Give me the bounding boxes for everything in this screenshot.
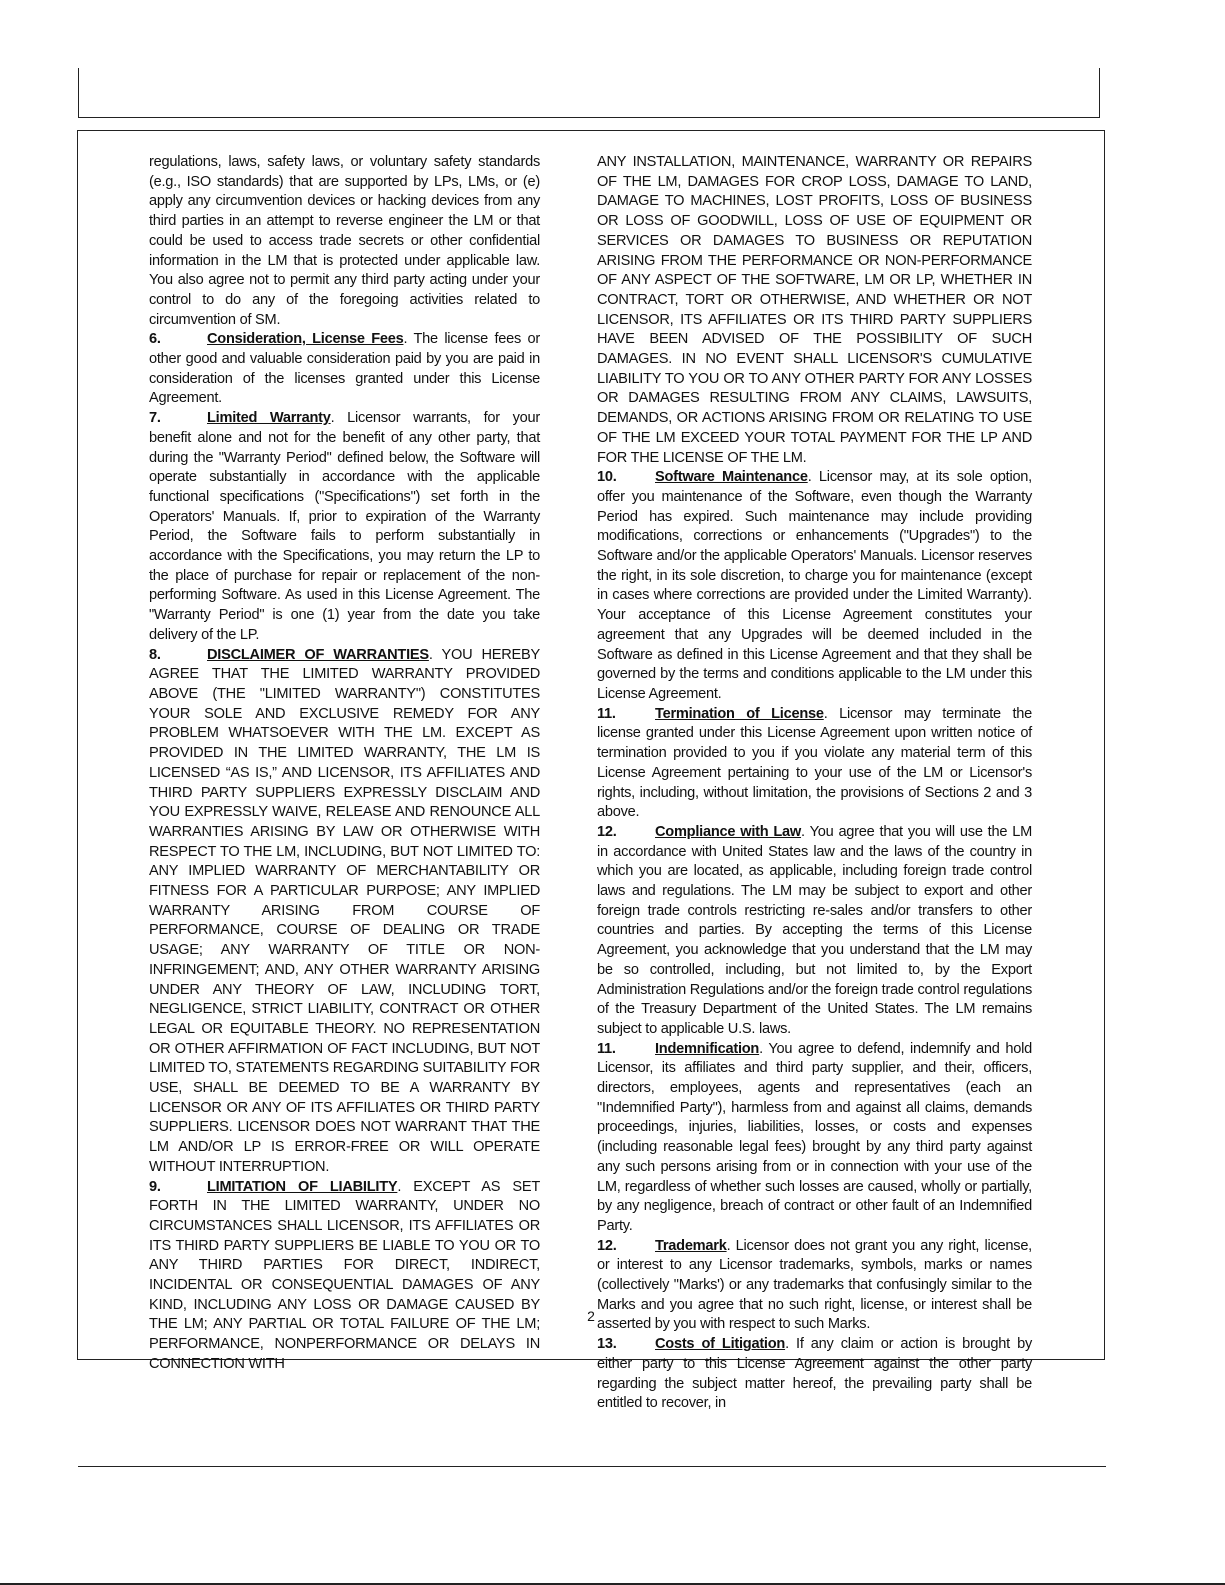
section-number: 12. xyxy=(597,1237,617,1254)
section-11-termination xyxy=(597,705,1032,823)
section-number: 11. xyxy=(597,1040,616,1057)
section-text: . If any claim or action is brought by either party to this License Agreement against the other party regarding the subject matter hereof, the prevailing party shall be entitled to recover, in xyxy=(597,1336,1032,1412)
section-title: Compliance with Law xyxy=(655,823,802,840)
section-title: DISCLAIMER OF WARRANTIES xyxy=(207,646,429,663)
section-title: Software Maintenance xyxy=(655,469,808,486)
section-number: 13. xyxy=(597,1336,617,1353)
section-title: Costs of Litigation xyxy=(655,1336,786,1353)
section-title: Limited Warranty xyxy=(207,410,331,427)
section-text: . Licensor may terminate the license granted under this License Agreement upon written notice of termination provided to you if you violate any material term of this License Agreement pertaining to your use of the LM or Licensor's rights, including, without limitation, the provisions of Sections 2 and 3 above. xyxy=(597,705,1032,821)
section-6 xyxy=(149,330,540,409)
section-number: 10. xyxy=(597,469,617,486)
section-8 xyxy=(149,646,540,1178)
section-10 xyxy=(597,468,1032,704)
section-text: . YOU HEREBY AGREE THAT THE LIMITED WARRANTY PROVIDED ABOVE (THE "LIMITED WARRANTY") CONSTITUTES YOUR SOLE AND EXCLUSIVE REMEDY FOR ANY PROBLEM WHATSOEVER WITH THE LM. EXCEPT AS PROVIDED IN THE LIMITED WARRANTY, THE LM IS LICENSED “AS IS,” AND LICENSOR, ITS AFFILIATES AND THIRD PARTY SUPPLIERS EXPRESSLY DISCLAIM AND YOU EXPRESSLY WAIVE, RELEASE AND RENOUNCE ALL WARRANTIES ARISING BY LAW OR OTHERWISE WITH RESPECT TO THE LM, INCLUDING, BUT NOT LIMITED TO: ANY IMPLIED WARRANTY OF MERCHANTABILITY OR FITNESS FOR A PARTICULAR PURPOSE; ANY IMPLIED WARRANTY ARISING FROM COURSE OF PERFORMANCE, COURSE OF DEALING OR TRADE USAGE; ANY WARRANTY OF TITLE OR NON-INFRINGEMENT; AND, ANY OTHER WARRANTY ARISING UNDER ANY THEORY OF LAW, INCLUDING TORT, NEGLIGENCE, STRICT LIABILITY, CONTRACT OR OTHER LEGAL OR EQUITABLE THEORY. NO REPRESENTATION OR OTHER AFFIRMATION OF FACT INCLUDING, BUT NOT LIMITED TO, STATEMENTS REGARDING SUITABILITY FOR USE, SHALL BE DEEMED TO BE A WARRANTY BY LICENSOR OR ANY OF ITS AFFILIATES OR THIRD PARTY SUPPLIERS. LICENSOR DOES NOT WARRANT THAT THE LM AND/OR LP IS ERROR-FREE OR WILL OPERATE WITHOUT INTERRUPTION. xyxy=(149,646,541,1175)
section-number: 12. xyxy=(597,823,617,840)
section-text: . You agree to defend, indemnify and hold Licensor, its affiliates and third party supplier, and their, officers, directors, employees, agents and representatives (each an "Indemnified Party"), harmless from and against all claims, demands proceedings, injuries, liabilities, losses, or costs and expenses (including reasonable legal fees) brought by any third party against any such persons arising from or in connection with your use of the LM, regardless of whether such losses are caused, wholly or partially, by any negligence, breach of contract or other fault of an Indemnified Party. xyxy=(597,1040,1032,1234)
section-text: . Licensor may, at its sole option, offer you maintenance of the Software, even though the Warranty Period has expired. Such maintenance may include providing modifications, corrections or enhancements ("Upgrades") to the Software and/or the applicable Operators' Manuals. Licensor reserves the right, in its sole discretion, to charge you for maintenance (except in cases where corrections are provided under the Limited Warranty). Your acceptance of this License Agreement constitutes your agreement that any Upgrades will be deemed included in the Software as defined in this License Agreement and that they shall be governed by the terms and conditions applicable to the LM under this License Agreement. xyxy=(597,469,1032,702)
page-number: 2 xyxy=(587,1308,595,1324)
left-column xyxy=(149,153,540,1375)
section-number: 6. xyxy=(149,331,161,348)
section-13 xyxy=(597,1335,1032,1414)
section-number: 11. xyxy=(597,705,616,722)
section-text: . You agree that you will use the LM in accordance with United States law and the laws of the country in which you are located, as applicable, including foreign trade control laws and regulations. The LM may be subject to export and other foreign trade controls restricting re-sales and/or transfers to other countries and parties. By accepting the terms of this License Agreement, you acknowledge that you understand that the LM may be so controlled, including, but not limited to, by the Export Administration Regulations and/or the foreign trade control regulations of the Treasury Department of the United States. The LM remains subject to applicable U.S. laws. xyxy=(597,823,1032,1037)
paragraph: ANY INSTALLATION, MAINTENANCE, WARRANTY OR REPAIRS OF THE LM, DAMAGES FOR CROP LOSS, DAMAGE TO LAND, DAMAGE TO MACHINES, LOST PROFITS, LOSS OF BUSINESS OR LOSS OF GOODWILL, LOSS OF USE OF EQUIPMENT OR SERVICES OR DAMAGES TO BUSINESS OR REPUTATION ARISING FROM THE PERFORMANCE OR NON-PERFORMANCE OF ANY ASPECT OF THE SOFTWARE, LM OR LP, WHETHER IN CONTRACT, TORT OR OTHERWISE, AND WHETHER OR NOT LICENSOR, ITS AFFILIATES OR ITS THIRD PARTY SUPPLIERS HAVE BEEN ADVISED OF THE POSSIBILITY OF SUCH DAMAGES. IN NO EVENT SHALL LICENSOR'S CUMULATIVE LIABILITY TO YOU OR TO ANY OTHER PARTY FOR ANY LOSSES OR DAMAGES RESULTING FROM ANY CLAIMS, LAWSUITS, DEMANDS, OR ACTIONS ARISING FROM OR RELATING TO USE OF THE LM EXCEED YOUR TOTAL PAYMENT FOR THE LP AND FOR THE LICENSE OF THE LM. xyxy=(597,154,1032,466)
footer-divider xyxy=(78,1466,1106,1467)
section-number: 9. xyxy=(149,1178,161,1195)
right-column xyxy=(597,153,1032,1414)
section-title: LIMITATION OF LIABILITY xyxy=(207,1178,398,1195)
section-number: 8. xyxy=(149,646,161,663)
section-number: 7. xyxy=(149,410,161,427)
document-page xyxy=(77,130,1105,1412)
paragraph: regulations, laws, safety laws, or voluntary safety standards (e.g., ISO standards) that are supported by LPs, LMs, or (e) apply any circumvention devices or hacking devices from any third parties in an attempt to reverse engineer the LM or that could be used to access trade secrets or other confidential information in the LM that is protected under applicable law. You also agree not to permit any third party acting under your control to do any of the foregoing activities related to circumvention of SM. xyxy=(149,154,540,328)
section-text: . The license fees or other good and valuable consideration paid by you are paid in consideration of the licenses granted under this License Agreement. xyxy=(149,331,540,407)
section-title: Consideration, License Fees xyxy=(207,331,404,348)
section-11-indemnification xyxy=(597,1040,1032,1237)
section-title: Trademark xyxy=(655,1237,727,1254)
header-frame xyxy=(78,68,1100,118)
section-text: . Licensor warrants, for your benefit alone and not for the benefit of any other party, that during the "Warranty Period" defined below, the Software will operate substantially in accordance with the applicable functional specifications ("Specifications") set forth in the Operators' Manuals. If, prior to expiration of the Warranty Period, the Software fails to perform substantially in accordance with the Specifications, you may return the LP to the place of purchase for repair or replacement of the non-performing Software. As used in this License Agreement. The "Warranty Period" is one (1) year from the date you take delivery of the LP. xyxy=(149,410,540,643)
section-7 xyxy=(149,409,540,645)
section-text: . EXCEPT AS SET FORTH IN THE LIMITED WARRANTY, UNDER NO CIRCUMSTANCES SHALL LICENSOR, ITS AFFILIATES OR ITS THIRD PARTY SUPPLIERS BE LIABLE TO YOU OR TO ANY THIRD PARTIES FOR DIRECT, INDIRECT, INCIDENTAL OR CONSEQUENTIAL DAMAGES OF ANY KIND, INCLUDING ANY LOSS OR DAMAGE CAUSED BY THE LM; ANY PARTIAL OR TOTAL FAILURE OF THE LM; PERFORMANCE, NONPERFORMANCE OR DELAYS IN CONNECTION WITH xyxy=(149,1178,541,1372)
section-text: . Licensor does not grant you any right, license, or interest to any Licensor trademarks, symbols, marks or names (collectively "Marks') or any trademarks that confusingly similar to the Marks and you agree that no such right, license, or interest shall be asserted by you with respect to such Marks. xyxy=(597,1237,1032,1333)
section-title: Indemnification xyxy=(655,1040,760,1057)
section-12-compliance xyxy=(597,823,1032,1040)
section-title: Termination of License xyxy=(655,705,824,722)
section-9 xyxy=(149,1178,540,1375)
